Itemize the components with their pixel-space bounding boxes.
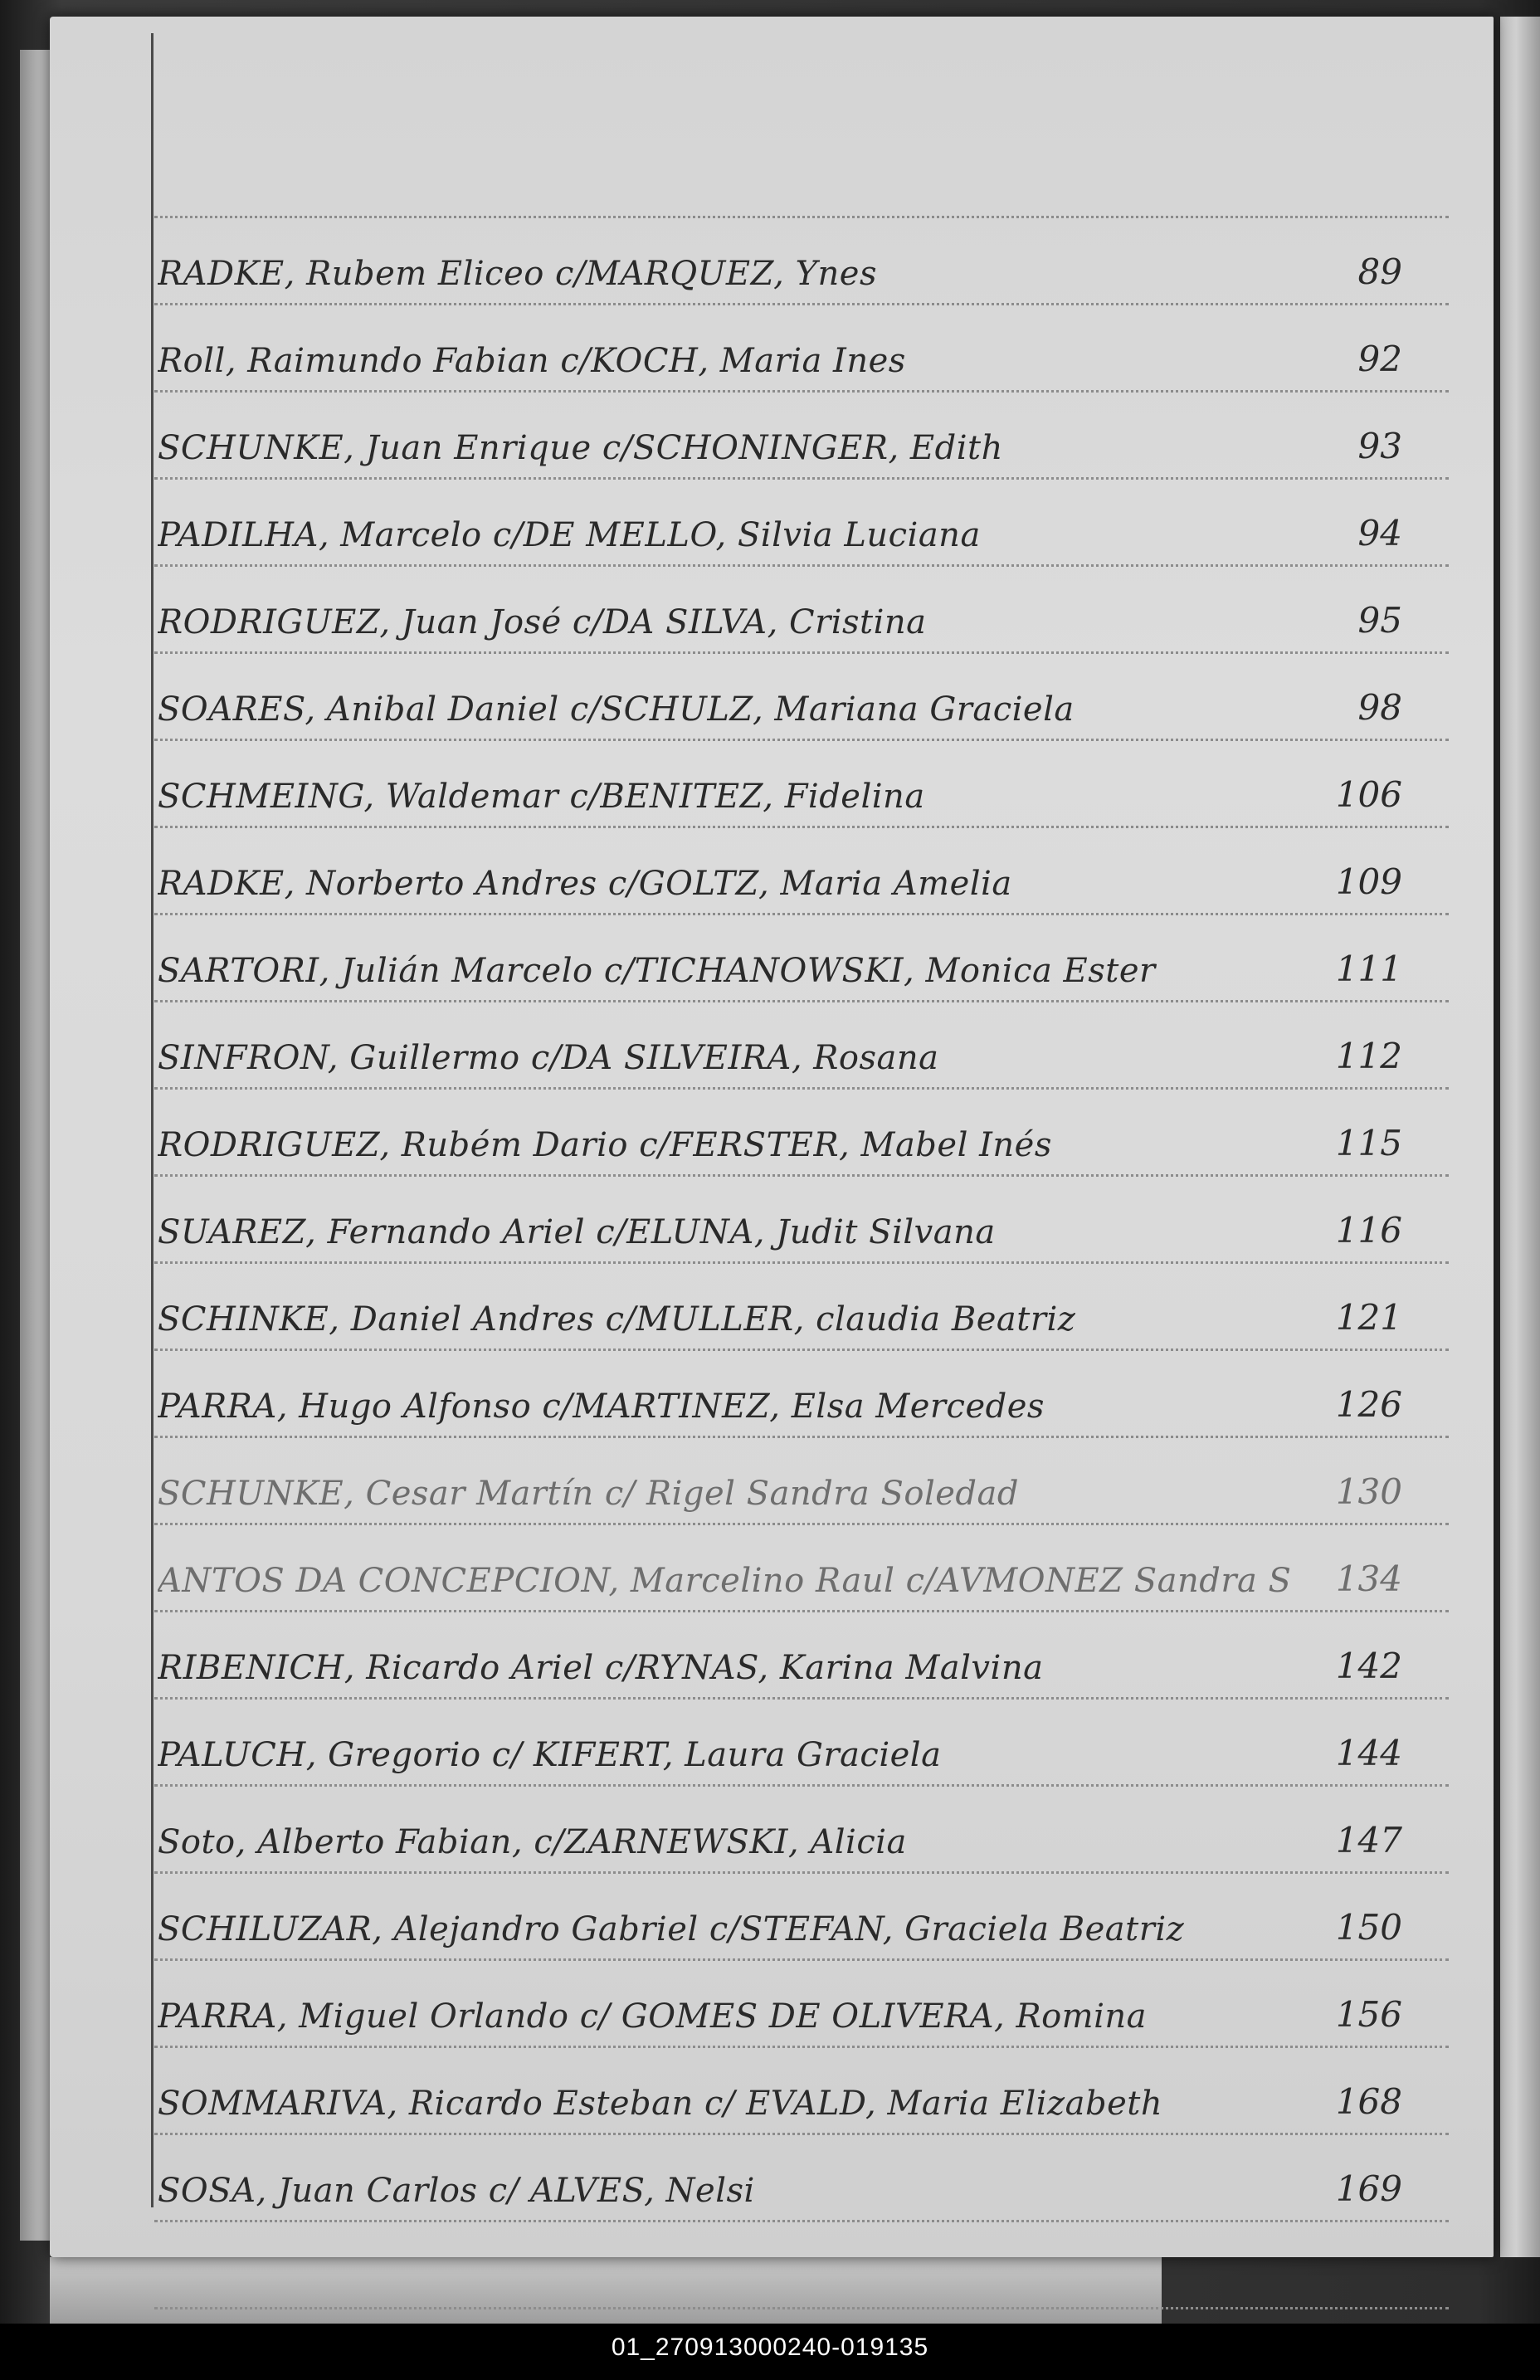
entry-name: SCHUNKE, Cesar Martín c/ Rigel Sandra Soledad [158,1475,1019,1513]
ruled-line [154,303,1449,305]
entry-page-number: 156 [1335,1994,1402,2035]
entry-name: ANTOS DA CONCEPCION, Marcelino Raul c/AVMONEZ Sandra S [158,1562,1292,1600]
entry-page-number: 134 [1335,1558,1402,1599]
document-id: 01_270913000240-019135 [611,2334,929,2361]
ruled-line [154,477,1449,480]
entry-name: RODRIGUEZ, Juan José c/DA SILVA, Cristina [158,603,927,641]
entry-name: SOMMARIVA, Ricardo Esteban c/ EVALD, Maria Elizabeth [158,2085,1163,2123]
ruled-line [154,1174,1449,1177]
ruled-line [154,2307,1449,2309]
entry-page-number: 98 [1357,687,1402,728]
ruled-line [154,216,1449,218]
page-bottom-edge [50,2257,1162,2324]
entry-name: RIBENICH, Ricardo Ariel c/RYNAS, Karina Malvina [158,1649,1044,1687]
ruled-line [154,826,1449,828]
ruled-line [154,2133,1449,2135]
entry-page-number: 144 [1335,1733,1402,1773]
entry-name: RADKE, Rubem Eliceo c/MARQUEZ, Ynes [158,255,877,293]
ruled-line [154,1436,1449,1438]
entry-page-number: 111 [1335,949,1402,989]
ruled-line [154,2220,1449,2222]
ruled-line [154,1610,1449,1612]
entry-page-number: 130 [1335,1471,1402,1512]
ruled-line [154,739,1449,741]
ruled-line [154,913,1449,915]
entry-name: Soto, Alberto Fabian, c/ZARNEWSKI, Alicia [158,1823,907,1861]
entry-page-number: 169 [1335,2168,1402,2209]
entry-page-number: 126 [1335,1384,1402,1425]
ruled-line [154,1349,1449,1351]
entry-name: SCHMEING, Waldemar c/BENITEZ, Fidelina [158,778,925,816]
ruled-line [154,1958,1449,1961]
entry-name: PALUCH, Gregorio c/ KIFERT, Laura Graciela [158,1736,942,1774]
entry-name: SOARES, Anibal Daniel c/SCHULZ, Mariana Graciela [158,690,1075,729]
entry-name: PARRA, Miguel Orlando c/ GOMES DE OLIVERA, Romina [158,1997,1147,2036]
entry-page-number: 106 [1335,774,1402,815]
entry-page-number: 147 [1335,1820,1402,1861]
ruled-line [154,1784,1449,1787]
entry-page-number: 112 [1335,1036,1402,1076]
entry-page-number: 168 [1335,2081,1402,2122]
entry-page-number: 93 [1357,426,1402,466]
entry-name: SARTORI, Julián Marcelo c/TICHANOWSKI, Monica Ester [158,952,1156,990]
entry-page-number: 109 [1335,861,1402,902]
entry-name: SINFRON, Guillermo c/DA SILVEIRA, Rosana [158,1039,939,1077]
ruled-line [154,390,1449,393]
entry-page-number: 121 [1335,1297,1402,1338]
ruled-line [154,564,1449,567]
entry-name: SCHINKE, Daniel Andres c/MULLER, claudia Beatriz [158,1300,1076,1339]
ruled-line [154,1523,1449,1525]
entry-name: SUAREZ, Fernando Ariel c/ELUNA, Judit Silvana [158,1213,996,1251]
entry-page-number: 94 [1357,513,1402,554]
margin-line [151,33,154,2207]
next-page-edge [1500,17,1540,2257]
ruled-line [154,1087,1449,1090]
entry-name: RODRIGUEZ, Rubém Dario c/FERSTER, Mabel Inés [158,1126,1052,1164]
entry-name: SOSA, Juan Carlos c/ ALVES, Nelsi [158,2172,755,2210]
ruled-line [154,2046,1449,2048]
entry-name: Roll, Raimundo Fabian c/KOCH, Maria Ines [158,342,906,380]
ruled-line [154,651,1449,654]
entry-page-number: 89 [1357,251,1402,292]
ruled-line [154,1697,1449,1700]
entry-name: SCHUNKE, Juan Enrique c/SCHONINGER, Edith [158,429,1003,467]
entry-page-number: 150 [1335,1907,1402,1948]
entry-page-number: 142 [1335,1646,1402,1686]
ruled-line [154,1261,1449,1264]
book-binding-edge [20,50,53,2241]
ruled-line [154,1871,1449,1874]
ruled-line [154,1000,1449,1002]
entry-page-number: 92 [1357,339,1402,379]
entry-name: RADKE, Norberto Andres c/GOLTZ, Maria Amelia [158,865,1012,903]
entry-name: PADILHA, Marcelo c/DE MELLO, Silvia Luciana [158,516,981,554]
entry-page-number: 116 [1335,1210,1402,1251]
entry-name: SCHILUZAR, Alejandro Gabriel c/STEFAN, Graciela Beatriz [158,1910,1185,1948]
entry-page-number: 115 [1335,1123,1402,1163]
entry-page-number: 95 [1357,600,1402,641]
entry-name: PARRA, Hugo Alfonso c/MARTINEZ, Elsa Mercedes [158,1388,1045,1426]
